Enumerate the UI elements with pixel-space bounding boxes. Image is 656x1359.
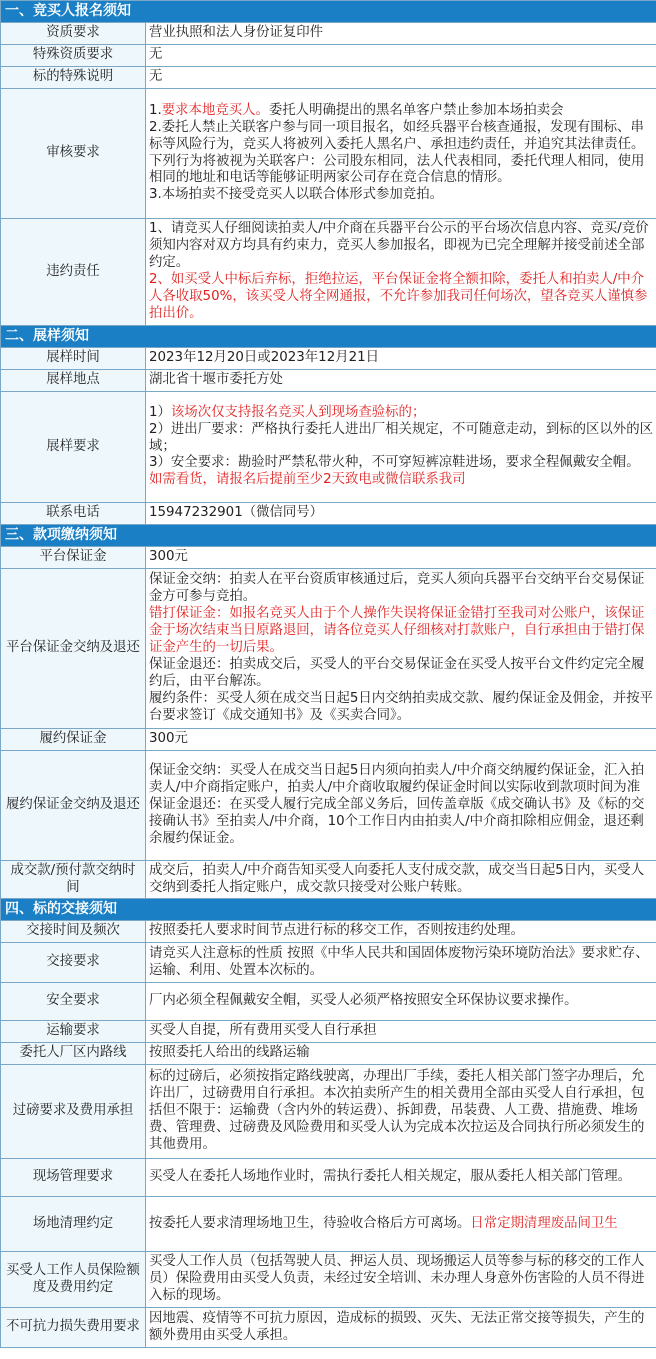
label-contact: 联系电话 bbox=[1, 503, 146, 525]
section-payment bbox=[1, 525, 656, 547]
row-perf-refund bbox=[1, 751, 656, 861]
label-payment-time: 成交款/预付款交纳时间 bbox=[1, 861, 146, 899]
section-title: 三、款项缴纳须知 bbox=[1, 525, 656, 547]
section-bidder-registration bbox=[1, 1, 656, 23]
row-route bbox=[1, 1043, 656, 1065]
value-contact-phone: 15947232901（微信同号） bbox=[146, 503, 656, 525]
label-insurance: 买受人工作人员保险额度及费用约定 bbox=[1, 1252, 146, 1308]
viewing-registered-only: 该场次仅支持报名竞买人到现场查验标的； bbox=[170, 404, 426, 420]
row-cleanup bbox=[1, 1197, 656, 1252]
value-route: 按照委托人给出的线路运输 bbox=[146, 1043, 656, 1065]
label-viewing-time: 展样时间 bbox=[1, 348, 146, 370]
label-force-majeure: 不可抗力损失费用要求 bbox=[1, 1308, 146, 1348]
row-handover-req bbox=[1, 943, 656, 983]
value-breach bbox=[146, 219, 656, 326]
section-title: 四、标的交接须知 bbox=[1, 899, 656, 921]
row-viewing-time bbox=[1, 348, 656, 370]
label-transport: 运输要求 bbox=[1, 1021, 146, 1043]
section-title: 二、展样须知 bbox=[1, 326, 656, 348]
breach-item-1: 1、请竞买人仔细阅读拍卖人/中介商在兵器平台公示的平台场次信息内容、竞买/竞价须知内容对双方均具有约束力，竞买人参加报名，即视为已完全理解并接受前述全部约定。 bbox=[149, 221, 649, 271]
label-cleanup: 场地清理约定 bbox=[1, 1197, 146, 1252]
label-viewing-place: 展样地点 bbox=[1, 370, 146, 392]
row-handover-time bbox=[1, 921, 656, 943]
row-payment-time bbox=[1, 861, 656, 899]
value-perf-refund bbox=[146, 751, 656, 861]
label-perf-deposit: 履约保证金 bbox=[1, 729, 146, 751]
value-payment-time: 成交后，拍卖人/中介商告知买受人向委托人支付成交款，成交当日起5日内，买受人交纳到委托人指定账户，成交款只接受对公账户转账。 bbox=[146, 861, 656, 899]
breach-item-2: 2、如买受人中标后弃标，拒绝拉运，平台保证金将全额扣除，委托人和拍卖人/中介人各收取50%，该买受人将全网通报，不允许参加我司任何场次，望各竞买人谨慎参拍出价。 bbox=[149, 272, 648, 321]
cleanup-emphasis: 日常定期清理废品间卫生 bbox=[470, 1215, 618, 1231]
label-breach: 违约责任 bbox=[1, 219, 146, 326]
row-safety bbox=[1, 983, 656, 1021]
value-viewing-req bbox=[146, 392, 656, 503]
row-weighing bbox=[1, 1065, 656, 1159]
value-special-qualification: 无 bbox=[146, 45, 656, 67]
label-platform-deposit: 平台保证金 bbox=[1, 547, 146, 569]
row-qualification bbox=[1, 23, 656, 45]
viewing-item-2: 2）进出厂要求：严格执行委托人进出厂相关规定，不可随意走动，到标的区以外的区域； bbox=[149, 421, 653, 454]
value-qualification: 营业执照和法人身份证复印件 bbox=[146, 23, 656, 45]
review-item-2: 2.委托人禁止关联客户参与同一项目报名，如经兵器平台核查通报，发现有围标、串标等风险行为，竞买人将被列入委托人黑名户、承担违约责任，并追究其法律责任。下列行为将被视为关联客户：公司股东相同，法人代表相同，委托代理人相同，使用相同的地址和电话等能够证明两家公司存在竞合信息的情形。 bbox=[149, 119, 645, 186]
label-special-qualification: 特殊资质要求 bbox=[1, 45, 146, 67]
perf-payment-note: 保证金交纳：买受人在成交当日起5日内须向拍卖人/中介商交纳履约保证金，汇入拍卖人/中介商指定账户，拍卖人/中介商收取履约保证金时间以实际收到款项时间为准 bbox=[149, 763, 645, 796]
label-deposit-refund: 平台保证金交纳及退还 bbox=[1, 569, 146, 729]
value-perf-deposit: 300元 bbox=[146, 729, 656, 751]
row-transport bbox=[1, 1021, 656, 1043]
value-site-mgmt: 买受人在委托人场地作业时，需执行委托人相关规定，服从委托人相关部门管理。 bbox=[146, 1159, 656, 1197]
value-transport: 买受人自提，所有费用买受人自行承担 bbox=[146, 1021, 656, 1043]
label-safety: 安全要求 bbox=[1, 983, 146, 1021]
value-weighing: 标的过磅后，必须按指定路线驶离，办理出厂手续，委托人相关部门签字办理后，允许出厂，过磅费用自行承担。本次拍卖所产生的相关费用全部由买受人自行承担，包括但不限于：运输费（含内外的转运费）、拆卸费，吊装费、人工费、措施费、堆场费、管理费、过磅费及风险费用和买受人认为完成本次拉运及合同执行所必须发生的其他费用。 bbox=[146, 1065, 656, 1159]
cleanup-note: 按委托人要求清理场地卫生，待验收合格后方可离场。 bbox=[149, 1215, 471, 1231]
label-qualification: 资质要求 bbox=[1, 23, 146, 45]
value-platform-deposit: 300元 bbox=[146, 547, 656, 569]
label-handover-req: 交接要求 bbox=[1, 943, 146, 983]
label-handover-time: 交接时间及频次 bbox=[1, 921, 146, 943]
viewing-item-1-number: 1） bbox=[149, 404, 171, 420]
viewing-item-3: 3）安全要求：勘验时严禁私带火种，不可穿短裤凉鞋进场，要求全程佩戴安全帽。 bbox=[149, 455, 640, 471]
value-handover-req: 请竞买人注意标的性质 按照《中华人民共和国固体废物污染环境防治法》要求贮存、运输、利用、处置本次标的。 bbox=[146, 943, 656, 983]
section-handover bbox=[1, 899, 656, 921]
review-local-bidder-requirement: 要求本地竞买人。 bbox=[161, 102, 269, 118]
value-safety: 厂内必须全程佩戴安全帽，买受人必须严格按照安全环保协议要求操作。 bbox=[146, 983, 656, 1021]
value-handover-time: 按照委托人要求时间节点进行标的移交工作，否则按违约处理。 bbox=[146, 921, 656, 943]
review-blacklist-note: 委托人明确提出的黑名单客户禁止参加本场拍卖会 bbox=[268, 102, 564, 118]
label-route: 委托人厂区内路线 bbox=[1, 1043, 146, 1065]
row-deposit-refund bbox=[1, 569, 656, 729]
label-viewing-req: 展样要求 bbox=[1, 392, 146, 503]
row-special-note bbox=[1, 67, 656, 89]
row-insurance bbox=[1, 1252, 656, 1308]
deposit-payment-note: 保证金交纳：拍卖人在平台资质审核通过后，竞买人须向兵器平台交纳平台交易保证金方可参与竞拍。 bbox=[149, 572, 645, 605]
row-viewing-place bbox=[1, 370, 656, 392]
perf-refund-note: 保证金退还：在买受人履行完成全部义务后，回传盖章版《成交确认书》及《标的交接确认书》至拍卖人/中介商，10个工作日内由拍卖人/中介商扣除相应佣金，退还剩余履约保证金。 bbox=[149, 797, 645, 846]
row-special-qualification bbox=[1, 45, 656, 67]
row-viewing-req bbox=[1, 392, 656, 503]
review-item-1-number: 1. bbox=[149, 102, 162, 118]
value-viewing-time: 2023年12月20日或2023年12月21日 bbox=[146, 348, 656, 370]
label-weighing: 过磅要求及费用承担 bbox=[1, 1065, 146, 1159]
viewing-contact-note: 如需看货，请报名后提前至少2天致电或微信联系我司 bbox=[149, 472, 466, 488]
review-item-1 bbox=[149, 103, 653, 120]
row-review bbox=[1, 89, 656, 219]
section-viewing bbox=[1, 326, 656, 348]
label-review: 审核要求 bbox=[1, 89, 146, 219]
section-title: 一、竞买人报名须知 bbox=[1, 1, 656, 23]
value-force-majeure: 因地震、疫情等不可抗力原因，造成标的损毁、灭失、无法正常交接等损失，产生的额外费用由买受人承担。 bbox=[146, 1308, 656, 1348]
performance-condition-note: 履约条件：买受人须在成交当日起5日内交纳拍卖成交款、履约保证金及佣金，并按平台要求签订《成交通知书》及《买卖合同》。 bbox=[149, 690, 653, 723]
row-contact bbox=[1, 503, 656, 525]
value-review bbox=[146, 89, 656, 219]
value-deposit-refund bbox=[146, 569, 656, 729]
value-insurance: 买受人工作人员（包括驾驶人员、押运人员、现场搬运人员等参与标的移交的工作人员）保险费用由买受人负责，未经过安全培训、未办理人身意外伤害险的人员不得进入标的现场。 bbox=[146, 1252, 656, 1308]
value-viewing-place: 湖北省十堰市委托方处 bbox=[146, 370, 656, 392]
label-special-note: 标的特殊说明 bbox=[1, 67, 146, 89]
row-perf-deposit bbox=[1, 729, 656, 751]
row-platform-deposit bbox=[1, 547, 656, 569]
row-force-majeure bbox=[1, 1308, 656, 1348]
review-item-3: 3.本场拍卖不接受竞买人以联合体形式参加竞拍。 bbox=[149, 187, 443, 203]
label-perf-refund: 履约保证金交纳及退还 bbox=[1, 751, 146, 861]
row-breach bbox=[1, 219, 656, 326]
deposit-refund-note: 保证金退还：拍卖成交后，买受人的平台交易保证金在买受人按平台文件约定完全履约后，由平台解冻。 bbox=[149, 656, 645, 689]
row-site-mgmt bbox=[1, 1159, 656, 1197]
label-site-mgmt: 现场管理要求 bbox=[1, 1159, 146, 1197]
viewing-item-1 bbox=[149, 405, 653, 422]
value-special-note: 无 bbox=[146, 67, 656, 89]
value-cleanup bbox=[146, 1197, 656, 1252]
deposit-misdirected-note: 错打保证金：如报名竞买人由于个人操作失误将保证金错打至我司对公账户，该保证金于场次结束当日原路退回，请各位竞买人仔细核对打款账户，自行承担由于错打保证金产生的一切后果。 bbox=[149, 606, 645, 656]
